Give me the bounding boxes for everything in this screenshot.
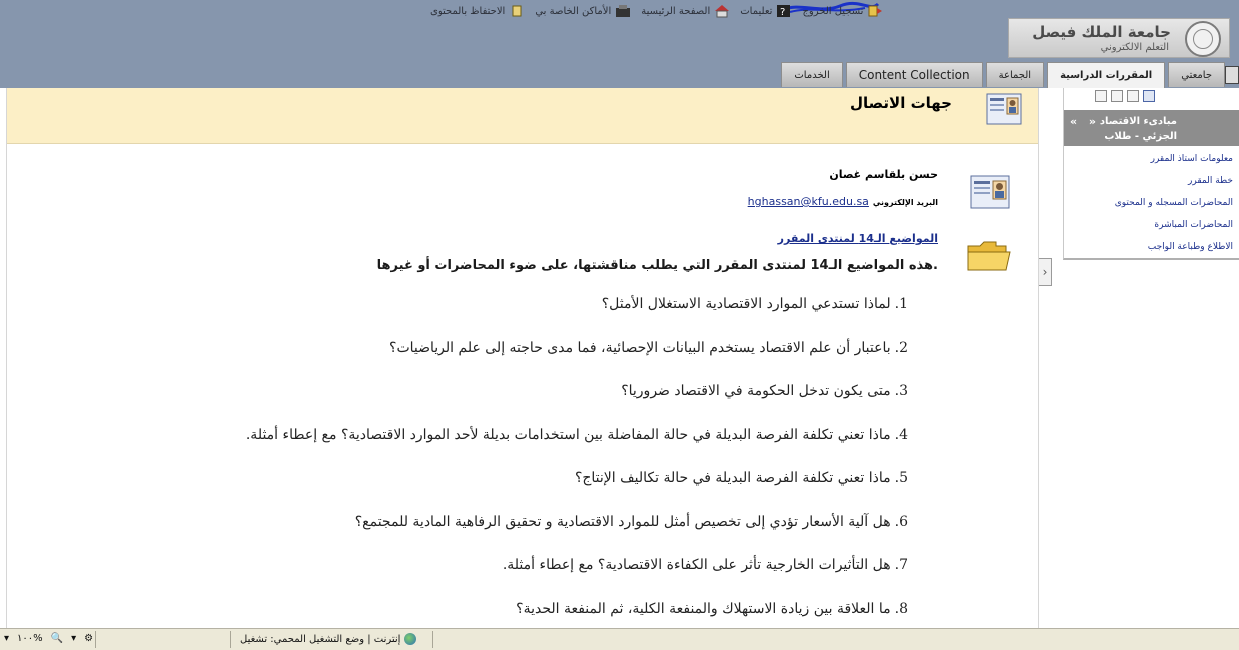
- forum-topics-link[interactable]: المواضيع الـ14 لمنتدى المقرر: [777, 232, 938, 245]
- course-nav-arrows[interactable]: « »: [1070, 115, 1101, 128]
- menu-item-instructor-info[interactable]: معلومات استاذ المقرر: [1150, 154, 1233, 164]
- zoom-icon: 🔍: [50, 633, 64, 644]
- zoom-level: ١٠٠%: [17, 633, 43, 644]
- contact-entry: [538, 168, 938, 208]
- logo-title: جامعة الملك فيصل: [1032, 23, 1171, 41]
- questions-list: [28, 296, 908, 628]
- tab-my-university[interactable]: جامعتي: [1168, 62, 1225, 87]
- contact-name: حسن بلقاسم غصان: [829, 168, 938, 181]
- list-item: 2.باعتبار أن علم الاقتصاد يستخدم البيانات الإحصائية، فما مدى حاجته إلى علم الرياضيات؟: [389, 339, 908, 356]
- email-label: البريد الإلكتروني: [872, 198, 938, 207]
- menu-item-assignments[interactable]: الاطلاع وطباعة الواجب: [1147, 242, 1233, 252]
- email-link[interactable]: hghassan@kfu.edu.sa: [747, 195, 869, 208]
- contact-card-icon: [970, 174, 1010, 210]
- list-item: 5.ماذا تعني تكلفة الفرصة البديلة في حالة تكاليف الإنتاج؟: [574, 470, 908, 486]
- top-link-help[interactable]: ? تعليمات: [740, 4, 792, 18]
- logo-subtitle: التعلم الالكتروني: [1100, 42, 1169, 53]
- collapse-menu-button[interactable]: [1038, 258, 1052, 286]
- tab-services[interactable]: الخدمات: [781, 62, 842, 87]
- tree-view-icon[interactable]: [1111, 90, 1123, 102]
- zoom-control[interactable]: [4, 633, 93, 644]
- main-tabs: [781, 62, 1225, 88]
- course-menu: [1063, 88, 1239, 260]
- course-menu-list: [1064, 146, 1239, 262]
- tab-content-collection[interactable]: Content Collection: [846, 62, 983, 87]
- top-link-logout[interactable]: تسجيل الخروج: [802, 4, 883, 18]
- logout-icon: [867, 4, 883, 18]
- page-title: جهات الاتصال: [849, 94, 952, 112]
- svg-text:?: ?: [780, 7, 786, 18]
- status-divider: [432, 631, 433, 648]
- menu-item-live-lectures[interactable]: المحاضرات المباشرة: [1154, 220, 1233, 230]
- contacts-card-icon: [986, 92, 1022, 126]
- pin-icon: [509, 4, 525, 18]
- menu-item-recorded-lectures[interactable]: المحاضرات المسجله و المحتوى: [1114, 198, 1233, 208]
- tab-community[interactable]: الجماعة: [986, 62, 1044, 87]
- status-divider: [95, 631, 96, 648]
- course-title: مبادىء الاقتصاد الجزئي - طلاب: [1099, 116, 1177, 142]
- portal-header: [0, 0, 1239, 88]
- list-view-icon[interactable]: [1143, 90, 1155, 102]
- top-links: [430, 0, 883, 22]
- internet-globe-icon: [404, 633, 416, 645]
- folder-view-icon[interactable]: [1127, 90, 1139, 102]
- contact-email-row: [538, 195, 938, 208]
- dropdown-arrow-icon[interactable]: ▾: [71, 633, 77, 644]
- menu-item-course-plan[interactable]: خطة المقرر: [1188, 176, 1233, 186]
- list-item: 4.ماذا تعني تكلفة الفرصة البديلة في حالة المفاضلة بين استخدامات بديلة لأحد الموارد الاقتصادية؟ مع إعطاء أمثلة.: [245, 426, 908, 443]
- protected-mode-icon: ⚙: [84, 633, 94, 644]
- dropdown-arrow-icon[interactable]: ▾: [4, 633, 10, 644]
- list-item: 8.ما العلاقة بين زيادة الاستهلاك والمنفعة الكلية، ثم المنفعة الحدية؟: [516, 600, 908, 617]
- home-icon: [714, 4, 730, 18]
- help-icon: [776, 4, 792, 18]
- list-item: 7.هل التأثيرات الخارجية تأثر على الكفاءة الاقتصادية؟ مع إعطاء أمثلة.: [502, 557, 908, 573]
- my-places-icon: [615, 4, 631, 18]
- university-logo[interactable]: [1008, 18, 1230, 58]
- list-item: 3.متى يكون تدخل الحكومة في الاقتصاد ضروريا؟: [621, 383, 908, 399]
- page-header: [7, 88, 1038, 144]
- top-link-my-places[interactable]: الأماكن الخاصة بي: [535, 4, 631, 18]
- browser-status-bar: [0, 628, 1239, 650]
- content-area: [6, 88, 1039, 628]
- tab-courses[interactable]: المقررات الدراسية: [1047, 62, 1165, 88]
- folder-icon: [966, 238, 1012, 274]
- security-zone: [240, 633, 416, 645]
- top-link-pin[interactable]: الاحتفاظ بالمحتوى: [430, 4, 525, 18]
- forum-topics-intro: هذه المواضيع الـ14 لمنتدى المقرر التي يطلب مناقشتها، على ضوء المحاضرات أو غيرها.: [376, 258, 938, 273]
- chevron-right-icon: ›: [1042, 265, 1048, 279]
- security-zone-text: إنترنت | وضع التشغيل المحمي: تشغيل: [240, 633, 401, 645]
- university-seal-icon: [1185, 21, 1221, 57]
- list-item: 1.لماذا تستدعي الموارد الاقتصادية الاستغلال الأمثل؟: [601, 296, 908, 312]
- course-menu-toolbar: [1064, 88, 1239, 108]
- tab-menu-icon[interactable]: [1225, 66, 1239, 84]
- top-link-home[interactable]: الصفحة الرئيسية: [641, 4, 730, 18]
- detail-view-icon[interactable]: [1095, 90, 1107, 102]
- list-item: 6.هل آلية الأسعار تؤدي إلى تخصيص أمثل للموارد الاقتصادية و تحقيق الرفاهية المادية للمجتمع؟: [354, 513, 908, 530]
- status-divider: [230, 631, 231, 648]
- course-title-bar[interactable]: [1064, 110, 1239, 146]
